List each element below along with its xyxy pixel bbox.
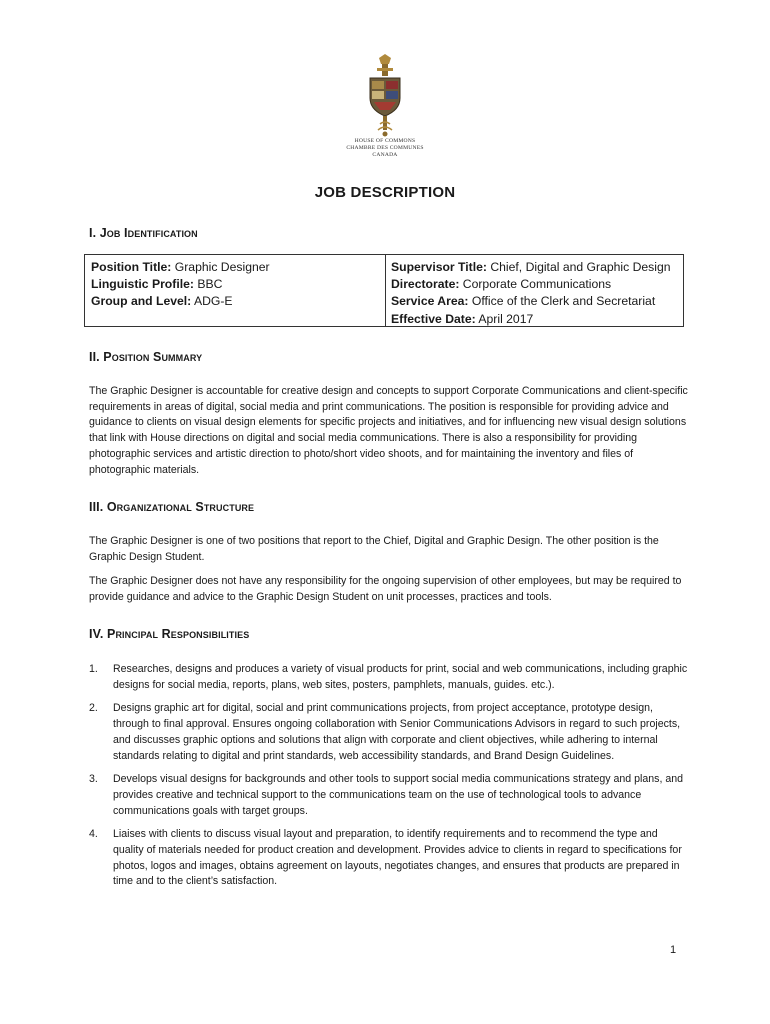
page-number: 1 — [670, 944, 677, 956]
job-identification-table — [84, 254, 684, 327]
table-divider — [385, 255, 386, 326]
field-value: April 2017 — [478, 311, 534, 326]
list-item — [89, 827, 689, 890]
crest-line-2: CHAMBRE DES COMMUNES — [346, 145, 424, 151]
supervisor-title-row — [391, 259, 671, 276]
field-label: Position Title: — [91, 260, 172, 274]
directorate-row — [391, 276, 671, 293]
list-number: 1. — [89, 663, 98, 675]
list-text: Develops visual designs for backgrounds and other tools to support social media communications strategy and plans, and provides creative and technical support to the communications team on the use of technological tools to advance communications goals with target groups. — [113, 773, 684, 817]
responsibilities-list — [89, 662, 689, 898]
position-summary-text: The Graphic Designer is accountable for creative design and concepts to support Corporate Communications and client-specific requirements in areas of digital, social media and print communications. The position is responsible for providing advice and guidance to clients on visual design elements for specific projects and initiatives, and for influencing new visual design solutions that link with House directions on digital and social media communications. There is also a responsibility for providing photographic services and artistic direction to photo/short video shoots, and for maintaining the inventory and files of photographic materials. — [89, 385, 688, 476]
field-label: Linguistic Profile: — [91, 277, 194, 292]
mace-crest-icon — [350, 54, 420, 138]
list-text: Designs graphic art for digital, social and print communications projects, from project acceptance, prototype design, through to final approval. Ensures ongoing collaboration with Senior Communications Advisors in regard to such projects, and discusses graphic options and solutions that align with corporate and client objectives, while adhering to internal standards relating to digital and print standards, web accessibility standards, and Brand Design Guidelines. — [113, 702, 681, 762]
structure-paragraph-1: The Graphic Designer is one of two positions that report to the Chief, Digital and Graphic Design. The other position is the Graphic Design Student. — [89, 535, 659, 563]
list-item — [89, 701, 689, 764]
field-value: Corporate Communications — [462, 277, 612, 292]
effective-date-row — [391, 311, 671, 328]
service-area-row — [391, 293, 671, 310]
crest-line-3: CANADA — [372, 152, 398, 158]
identification-right-column — [391, 259, 671, 328]
field-label: Service Area: — [391, 294, 469, 309]
position-title-row — [91, 259, 270, 276]
list-text: Researches, designs and produces a variety of visual products for print, social and web communications, including graphic designs for social media, reports, plans, web sites, posters, pamphlets, manuals, guides. etc.). — [113, 663, 688, 691]
field-label: Supervisor Title: — [391, 260, 487, 274]
field-label: Directorate: — [391, 277, 460, 292]
identification-left-column — [91, 259, 270, 311]
field-value: ADG-E — [193, 294, 233, 309]
field-value: Office of the Clerk and Secretariat — [471, 294, 656, 309]
structure-paragraph-2: The Graphic Designer does not have any responsibility for the ongoing supervision of other employees, but may be required to provide guidance and advice to the Graphic Design Student on unit processes, practices and tools. — [89, 575, 682, 603]
list-text: Liaises with clients to discuss visual layout and preparation, to identify requirements and to recommend the type and quality of materials needed for product creation and development. Provides advice to clients in regard to specifications for photos, logos and images, obtains agreement on layouts, negotiates changes, and ensures that products are prepared in time and to the client’s satisfaction. — [113, 828, 682, 888]
crest-caption — [335, 138, 435, 159]
section-heading-structure: III. Organizational Structure — [89, 500, 255, 514]
list-item — [89, 662, 689, 693]
field-value: BBC — [197, 277, 223, 292]
field-value: Chief, Digital and Graphic Design — [490, 260, 671, 274]
list-number: 3. — [89, 773, 98, 786]
section-heading-summary: II. Position Summary — [89, 350, 203, 364]
field-label: Effective Date: — [391, 311, 476, 326]
list-number: 4. — [89, 828, 98, 841]
crest-line-1: HOUSE OF COMMONS — [354, 138, 416, 144]
list-number: 2. — [89, 702, 98, 715]
field-value: Graphic Designer — [174, 260, 270, 274]
group-level-row — [91, 293, 270, 310]
section-heading-responsibilities: IV. Principal Responsibilities — [89, 627, 250, 641]
list-item — [89, 772, 689, 819]
section-heading-identification: I. Job Identification — [89, 226, 198, 240]
field-label: Group and Level: — [91, 294, 192, 309]
linguistic-profile-row — [91, 276, 270, 293]
document-title: JOB DESCRIPTION — [314, 184, 456, 201]
